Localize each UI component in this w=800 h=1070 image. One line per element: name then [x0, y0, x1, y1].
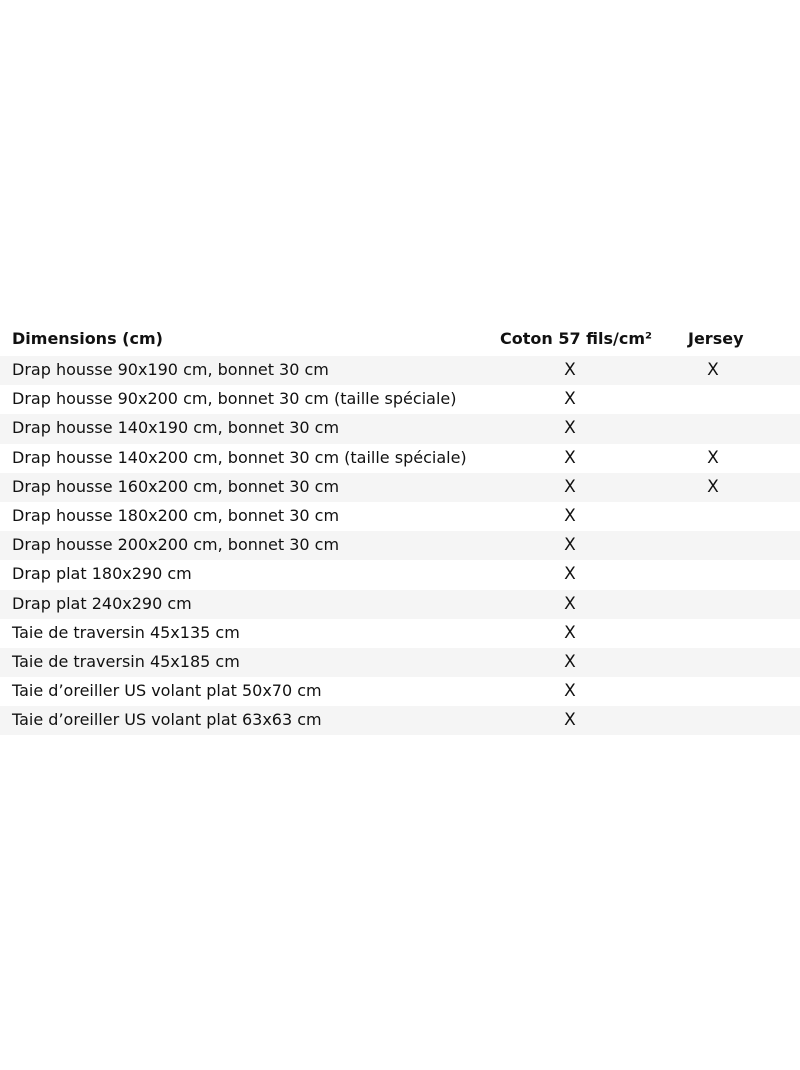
cell-coton-mark: X [564, 593, 576, 614]
cell-jersey-mark: X [707, 360, 719, 380]
cell-coton-mark: X [564, 535, 576, 556]
cell-coton-mark: X [564, 360, 576, 380]
table-row [0, 385, 800, 414]
cell-dimension: Taie de traversin 45x135 cm [12, 622, 240, 642]
cell-coton-mark: X [564, 418, 576, 439]
table-row [0, 590, 800, 619]
header-dimensions: Dimensions (cm) [12, 329, 163, 348]
cell-dimension: Drap plat 240x290 cm [12, 593, 192, 613]
table-row [0, 677, 800, 706]
cell-dimension: Taie d’oreiller US volant plat 50x70 cm [12, 681, 322, 701]
cell-coton-mark: X [564, 447, 576, 468]
cell-dimension: Drap housse 200x200 cm, bonnet 30 cm [12, 535, 340, 555]
table-row [0, 444, 800, 473]
cell-jersey-mark: X [707, 476, 719, 497]
cell-dimension: Drap housse 160x200 cm, bonnet 30 cm [12, 476, 340, 496]
cell-coton-mark: X [564, 710, 576, 731]
size-availability-table [0, 323, 800, 735]
table-row [0, 706, 800, 735]
header-coton: Coton 57 fils/cm² [500, 329, 653, 348]
cell-coton-mark: X [564, 389, 576, 410]
table-row [0, 619, 800, 648]
cell-dimension: Drap plat 180x290 cm [12, 564, 192, 584]
cell-dimension: Taie d’oreiller US volant plat 63x63 cm [12, 710, 322, 730]
table-body [0, 356, 800, 735]
cell-jersey-mark: X [707, 447, 719, 468]
table-row [0, 531, 800, 560]
cell-coton-mark: X [564, 564, 576, 585]
cell-dimension: Drap housse 180x200 cm, bonnet 30 cm [12, 505, 340, 525]
cell-coton-mark: X [564, 622, 576, 643]
table-row [0, 502, 800, 531]
cell-coton-mark: X [564, 505, 576, 526]
header-jersey: Jersey [688, 329, 744, 348]
cell-dimension: Drap housse 140x200 cm, bonnet 30 cm (taille spéciale) [12, 447, 467, 467]
cell-dimension: Drap housse 90x190 cm, bonnet 30 cm [12, 360, 329, 379]
cell-dimension: Drap housse 140x190 cm, bonnet 30 cm [12, 418, 340, 438]
cell-coton-mark: X [564, 651, 576, 672]
cell-coton-mark: X [564, 681, 576, 702]
table-row [0, 648, 800, 677]
cell-dimension: Taie de traversin 45x185 cm [12, 651, 240, 671]
cell-dimension: Drap housse 90x200 cm, bonnet 30 cm (taille spéciale) [12, 389, 457, 409]
table-row [0, 414, 800, 443]
table-row [0, 560, 800, 589]
table-row [0, 356, 800, 385]
table-row [0, 473, 800, 502]
table-header [0, 323, 800, 356]
cell-coton-mark: X [564, 476, 576, 497]
